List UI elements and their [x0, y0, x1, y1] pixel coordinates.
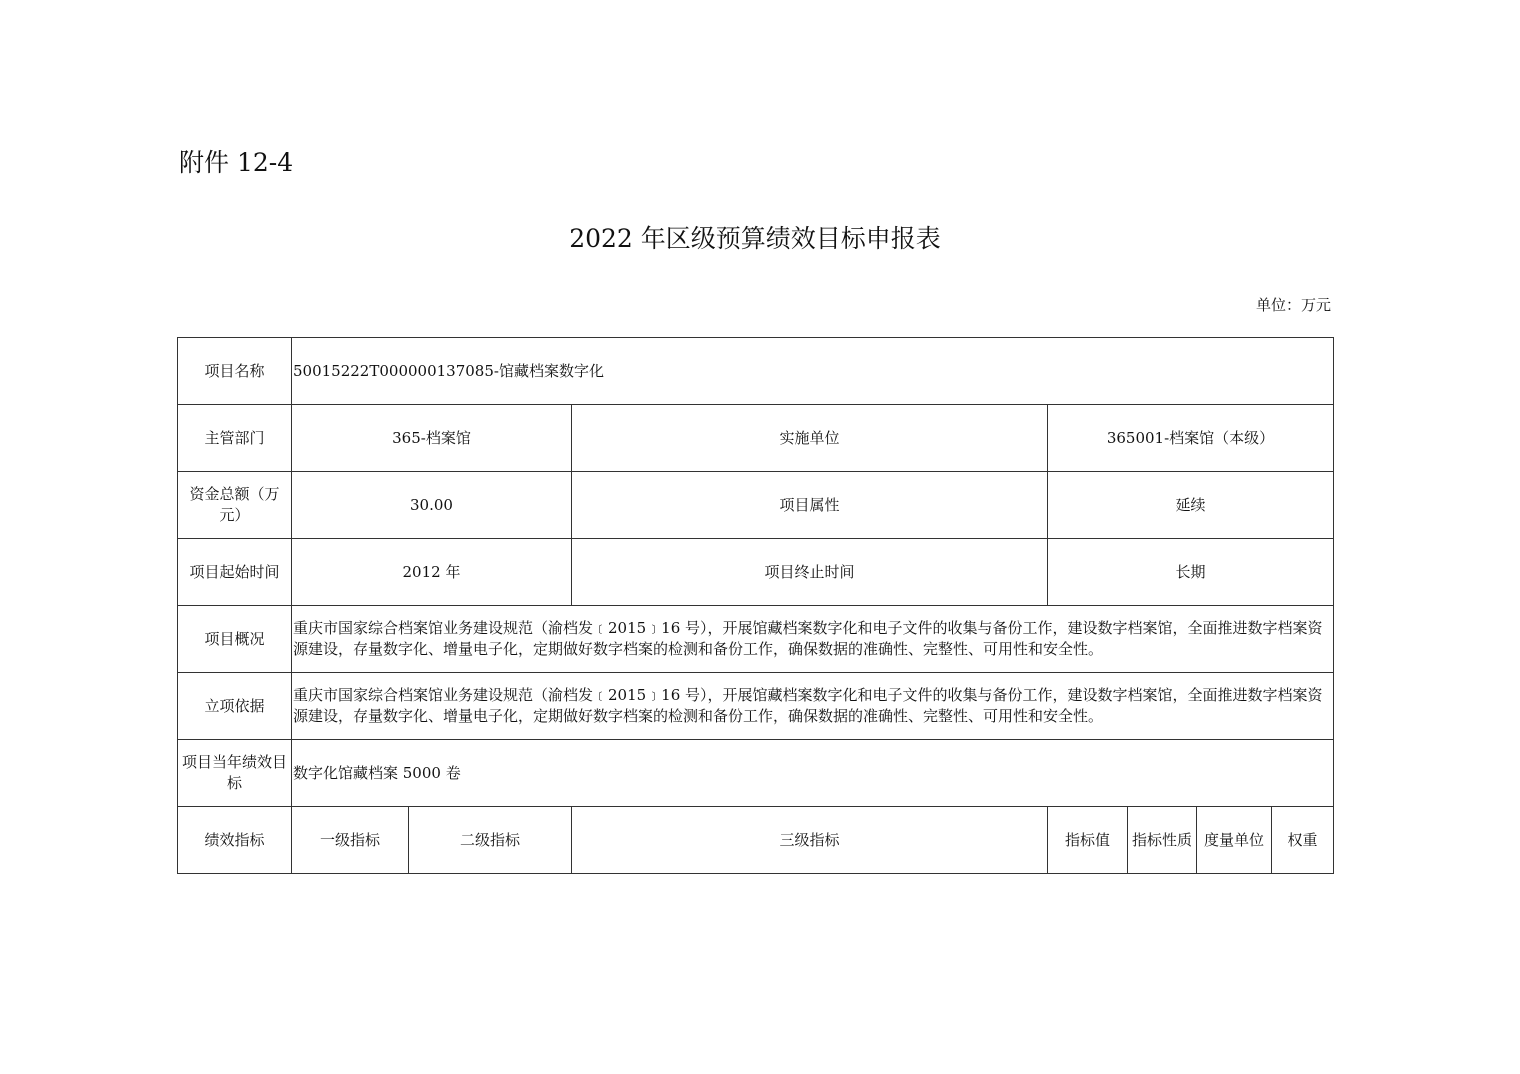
unit-label: 单位：万元: [1255, 296, 1331, 314]
project-attribute-value: 延续: [1048, 472, 1334, 539]
row-basis: [178, 673, 1334, 740]
end-time-label: 项目终止时间: [572, 539, 1048, 606]
document-title: 2022 年区级预算绩效目标申报表: [569, 224, 941, 253]
annual-goal-value: 数字化馆藏档案 5000 卷: [292, 740, 1334, 807]
department-value: 365-档案馆: [292, 405, 572, 472]
row-funding: [178, 472, 1334, 539]
department-label: 主管部门: [178, 405, 292, 472]
annual-goal-label: 项目当年绩效目标: [178, 740, 292, 807]
header-indicator-value: 指标值: [1048, 807, 1128, 874]
header-weight: 权重: [1272, 807, 1334, 874]
row-project-name: [178, 338, 1334, 405]
total-funding-label: 资金总额（万元）: [178, 472, 292, 539]
row-period: [178, 539, 1334, 606]
row-overview: [178, 606, 1334, 673]
header-indicator-nature: 指标性质: [1128, 807, 1197, 874]
budget-performance-table: [177, 337, 1334, 874]
implementing-unit-value: 365001-档案馆（本级）: [1048, 405, 1334, 472]
overview-value: 重庆市国家综合档案馆业务建设规范（渝档发﹝2015﹞16 号），开展馆藏档案数字化和电子文件的收集与备份工作，建设数字档案馆，全面推进数字档案资源建设，存量数字化、增量电子化，定期做好数字档案的检测和备份工作，确保数据的准确性、完整性、可用性和安全性。: [292, 606, 1334, 673]
row-department: [178, 405, 1334, 472]
total-funding-value: 30.00: [292, 472, 572, 539]
start-time-label: 项目起始时间: [178, 539, 292, 606]
basis-value: 重庆市国家综合档案馆业务建设规范（渝档发﹝2015﹞16 号），开展馆藏档案数字化和电子文件的收集与备份工作，建设数字档案馆，全面推进数字档案资源建设，存量数字化、增量电子化，定期做好数字档案的检测和备份工作，确保数据的准确性、完整性、可用性和安全性。: [292, 673, 1334, 740]
row-indicators-header: [178, 807, 1334, 874]
attachment-label: 附件 12-4: [179, 148, 294, 177]
start-time-value: 2012 年: [292, 539, 572, 606]
project-name-value: 50015222T000000137085-馆藏档案数字化: [292, 338, 1334, 405]
header-measure-unit: 度量单位: [1197, 807, 1272, 874]
header-level1: 一级指标: [292, 807, 409, 874]
header-level3: 三级指标: [572, 807, 1048, 874]
overview-label: 项目概况: [178, 606, 292, 673]
end-time-value: 长期: [1048, 539, 1334, 606]
row-annual-goal: [178, 740, 1334, 807]
project-attribute-label: 项目属性: [572, 472, 1048, 539]
header-level2: 二级指标: [409, 807, 572, 874]
indicators-label: 绩效指标: [178, 807, 292, 874]
basis-label: 立项依据: [178, 673, 292, 740]
project-name-label: 项目名称: [178, 338, 292, 405]
implementing-unit-label: 实施单位: [572, 405, 1048, 472]
